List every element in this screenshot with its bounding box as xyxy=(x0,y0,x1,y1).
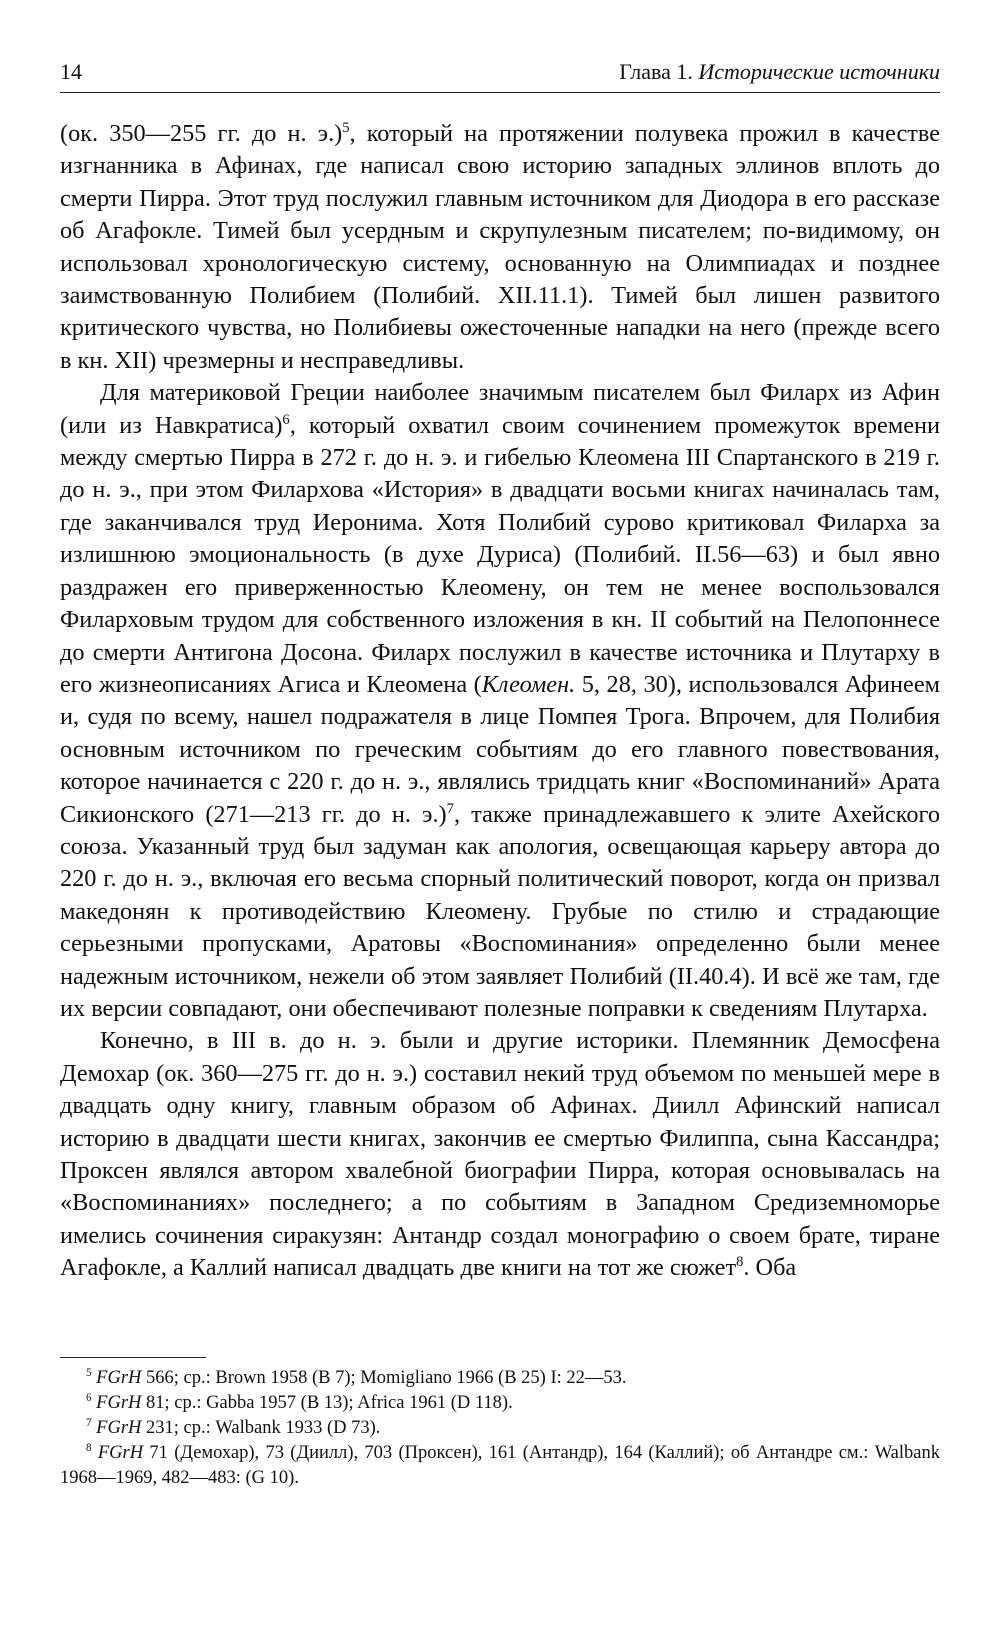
footnote-number: 6 xyxy=(86,1391,92,1404)
main-text xyxy=(60,118,940,1285)
footnote-6 xyxy=(60,1391,940,1416)
running-header xyxy=(60,52,940,93)
text-run: . Оба xyxy=(743,1254,797,1282)
text-run: , также принадлежавшего к элите Ахейского союза. Указанный труд был задуман как апология, освещающая карьеру автора до 220 г. до н. э., включая его весьма спорный политический поворот, когда он призвал македонян к противодействию Клеомену. Грубые по стилю и страдающие серьезными пропусками, Аратовы «Воспоминания» определенно были менее надежным источником, нежели об этом заявляет Полибий (II.40.4). И всё же там, где их версии совпадают, они обеспечивают полезные поправки к сведениям Плутарха. xyxy=(60,800,940,1022)
text-run: Конечно, в III в. до н. э. были и другие историки. Племянник Демосфена Демохар (ок. 360—275 гг. до н. э.) составил некий труд объемом по меньшей мере в двадцать одну книгу, главным образом об Афинах. Диилл Афинский написал историю в двадцати шести книгах, закончив ее смертью Филиппа, сына Кассандра; Проксен являлся автором хвалебной биографии Пирра, которая основывалась на «Воспоминаниях» последнего; а по событиям в Западном Средиземноморье имелись сочинения сиракузян: Антандр создал монографию о своем брате, тиране Агафокле, а Каллий написал двадцать две книги на тот же сюжет xyxy=(60,1027,940,1282)
footnote-ref-7: 7 xyxy=(446,800,454,817)
footnote-ref-5: 5 xyxy=(342,119,350,136)
footnote-source: FGrH xyxy=(96,1393,142,1413)
text-run: , который на протяжении полувека прожил в качестве изгнанника в Афинах, где написал свою историю западных эллинов вплоть до смерти Пирра. Этот труд послужил главным источником для Диодора в его рассказе об Агафокле. Тимей был усердным и скрупулезным писателем; по-видимому, он использовал хронологическую систему, основанную на Олимпиадах и позднее заимствованную Полибием (Полибий. XII.11.1). Тимей был лишен развитого критического чувства, но Полибиевы ожесточенные нападки на него (прежде всего в кн. XII) чрезмерны и несправедливы. xyxy=(60,120,940,374)
footnote-separator xyxy=(60,1357,206,1358)
paragraph-1 xyxy=(60,118,940,377)
running-title xyxy=(619,52,940,92)
text-run: 5, 28, 30), использовался Афинеем и, судя по всему, нашел подражателя в лице Помпея Трога. Впрочем, для Полибия основным источником по греческим событиям до его главного повествования, которое начинается с 220 г. до н. э., являлись тридцать книг «Воспоминаний» Арата Сикионского (271—213 гг. до н. э.) xyxy=(60,670,941,828)
footnote-text: 81; ср.: Gabba 1957 (B 13); Africa 1961 (D 118). xyxy=(141,1393,513,1413)
page-number: 14 xyxy=(60,59,82,84)
text-run: Для материковой Греции наиболее значимым писателем был Филарх из Афин (или из Навкратиса) xyxy=(60,379,940,439)
italic-citation: Клеомен. xyxy=(481,670,576,698)
footnote-5 xyxy=(60,1366,940,1391)
footnote-number: 7 xyxy=(86,1416,92,1429)
paragraph-3 xyxy=(60,1025,940,1284)
footnote-number: 8 xyxy=(86,1441,92,1454)
footnote-text: 566; ср.: Brown 1958 (B 7); Momigliano 1966 (B 25) I: 22—53. xyxy=(141,1368,627,1388)
footnote-ref-8: 8 xyxy=(736,1254,744,1271)
footnotes xyxy=(60,1366,940,1491)
footnote-text: 71 (Демохар), 73 (Диилл), 703 (Проксен), 161 (Антандр), 164 (Каллий); об Антандре см.: Walbank 1968—1969, 482—483: (G 10). xyxy=(60,1443,940,1488)
footnote-source: FGrH xyxy=(96,1368,142,1388)
footnote-ref-6: 6 xyxy=(282,411,290,428)
text-run: , который охватил своим сочинением промежуток времени между смертью Пирра в 272 г. до н. э. и гибелью Клеомена III Спартанского в 219 г. до н. э., при этом Филархова «История» в двадцати восьми книгах начиналась там, где заканчивался труд Иеронима. Хотя Полибий сурово критиковал Филарха за излишнюю эмоциональность (в духе Дуриса) (Полибий. II.56—63) и был явно раздражен его приверженностью Клеомену, он тем не менее воспользовался Филарховым трудом для собственного изложения в кн. II событий на Пелопоннесе до смерти Антигона Досона. Филарх послужил в качестве источника и Плутарху в его жизнеописаниях Агиса и Клеомена ( xyxy=(60,411,940,698)
footnote-7 xyxy=(60,1416,940,1441)
footnote-text: 231; ср.: Walbank 1933 (D 73). xyxy=(141,1418,381,1438)
chapter-title: Исторические источники xyxy=(698,59,940,84)
text-run: (ок. 350—255 гг. до н. э.) xyxy=(60,120,343,147)
footnote-source: FGrH xyxy=(97,1443,144,1463)
chapter-label: Глава 1. xyxy=(619,59,693,84)
footnote-8 xyxy=(60,1441,940,1491)
footnote-number: 5 xyxy=(86,1366,92,1379)
footnote-source: FGrH xyxy=(96,1418,142,1438)
paragraph-2 xyxy=(60,377,940,1025)
